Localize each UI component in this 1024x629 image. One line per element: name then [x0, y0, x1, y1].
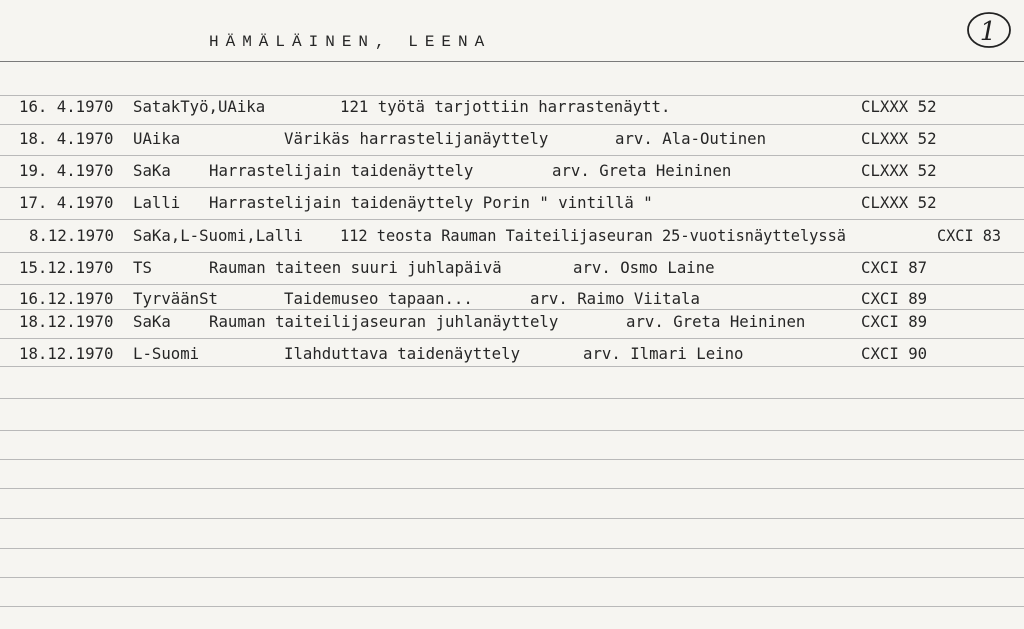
entry-source: TyrväänSt	[133, 289, 218, 308]
entry-reference: CXCI 87	[861, 258, 928, 277]
entry-source: SaKa	[133, 312, 171, 331]
entry-date: 8.12.1970	[29, 226, 114, 245]
ruled-line	[0, 398, 1024, 399]
entry-description: 112 teosta Rauman Taiteilijaseuran 25-vuotisnäyttelyssä	[340, 226, 846, 245]
ruled-line	[0, 488, 1024, 489]
ruled-line	[0, 577, 1024, 578]
entry-description: Harrastelijain taidenäyttely Porin " vintillä "	[209, 193, 653, 212]
entry-reviewer: arv. Osmo Laine	[573, 258, 715, 277]
entry-description: Rauman taiteilijaseuran juhlanäyttely	[209, 312, 559, 331]
entry-description: Harrastelijain taidenäyttely	[209, 161, 474, 180]
entry-description: Värikäs harrastelijanäyttely	[284, 129, 549, 148]
entry-source: SaKa,L-Suomi,Lalli	[133, 226, 303, 245]
entry-description: Rauman taiteen suuri juhlapäivä	[209, 258, 502, 277]
ruled-line	[0, 187, 1024, 188]
entry-date: 19. 4.1970	[19, 161, 114, 180]
ruled-line	[0, 606, 1024, 607]
ruled-line	[0, 459, 1024, 460]
ruled-line	[0, 366, 1024, 367]
entry-description: 121 työtä tarjottiin harrastenäytt.	[340, 97, 671, 116]
entry-reference: CXCI 83	[937, 226, 1002, 245]
card-number-badge	[966, 10, 1012, 50]
ruled-line	[0, 95, 1024, 96]
ruled-line	[0, 309, 1024, 310]
entry-reviewer: arv. Raimo Viitala	[530, 289, 700, 308]
entry-reviewer: arv. Greta Heininen	[552, 161, 732, 180]
ruled-line	[0, 155, 1024, 156]
ruled-line	[0, 338, 1024, 339]
ruled-line	[0, 518, 1024, 519]
card-number: 1	[979, 17, 997, 47]
entry-date: 16. 4.1970	[19, 97, 114, 116]
card-title: HÄMÄLÄINEN, LEENA	[209, 33, 492, 51]
entry-date: 18.12.1970	[19, 344, 114, 363]
ruled-line	[0, 252, 1024, 253]
entry-reference: CLXXX 52	[861, 97, 937, 116]
entry-reference: CLXXX 52	[861, 129, 937, 148]
entry-reviewer: arv. Ilmari Leino	[583, 344, 744, 363]
entry-reference: CLXXX 52	[861, 193, 937, 212]
entry-date: 15.12.1970	[19, 258, 114, 277]
entry-source: SaKa	[133, 161, 171, 180]
entry-date: 17. 4.1970	[19, 193, 114, 212]
entry-reference: CXCI 90	[861, 344, 928, 363]
entry-source: UAika	[133, 129, 181, 148]
ruled-line	[0, 284, 1024, 285]
ruled-line	[0, 548, 1024, 549]
entry-source: Lalli	[133, 193, 181, 212]
ruled-line	[0, 430, 1024, 431]
entry-source: L-Suomi	[133, 344, 200, 363]
entry-description: Ilahduttava taidenäyttely	[284, 344, 521, 363]
entry-date: 18.12.1970	[19, 312, 114, 331]
ruled-line	[0, 219, 1024, 220]
hand-drawn-circle-icon	[966, 10, 1012, 50]
entry-reviewer: arv. Ala-Outinen	[615, 129, 767, 148]
entry-reference: CLXXX 52	[861, 161, 937, 180]
entry-description: Taidemuseo tapaan...	[284, 289, 473, 308]
entry-reference: CXCI 89	[861, 312, 928, 331]
header-rule	[0, 61, 1024, 62]
entry-reviewer: arv. Greta Heininen	[626, 312, 806, 331]
entry-reference: CXCI 89	[861, 289, 928, 308]
entry-source: SatakTyö,UAika	[133, 97, 266, 116]
entry-date: 18. 4.1970	[19, 129, 114, 148]
ruled-line	[0, 124, 1024, 125]
entry-source: TS	[133, 258, 152, 277]
entry-date: 16.12.1970	[19, 289, 114, 308]
